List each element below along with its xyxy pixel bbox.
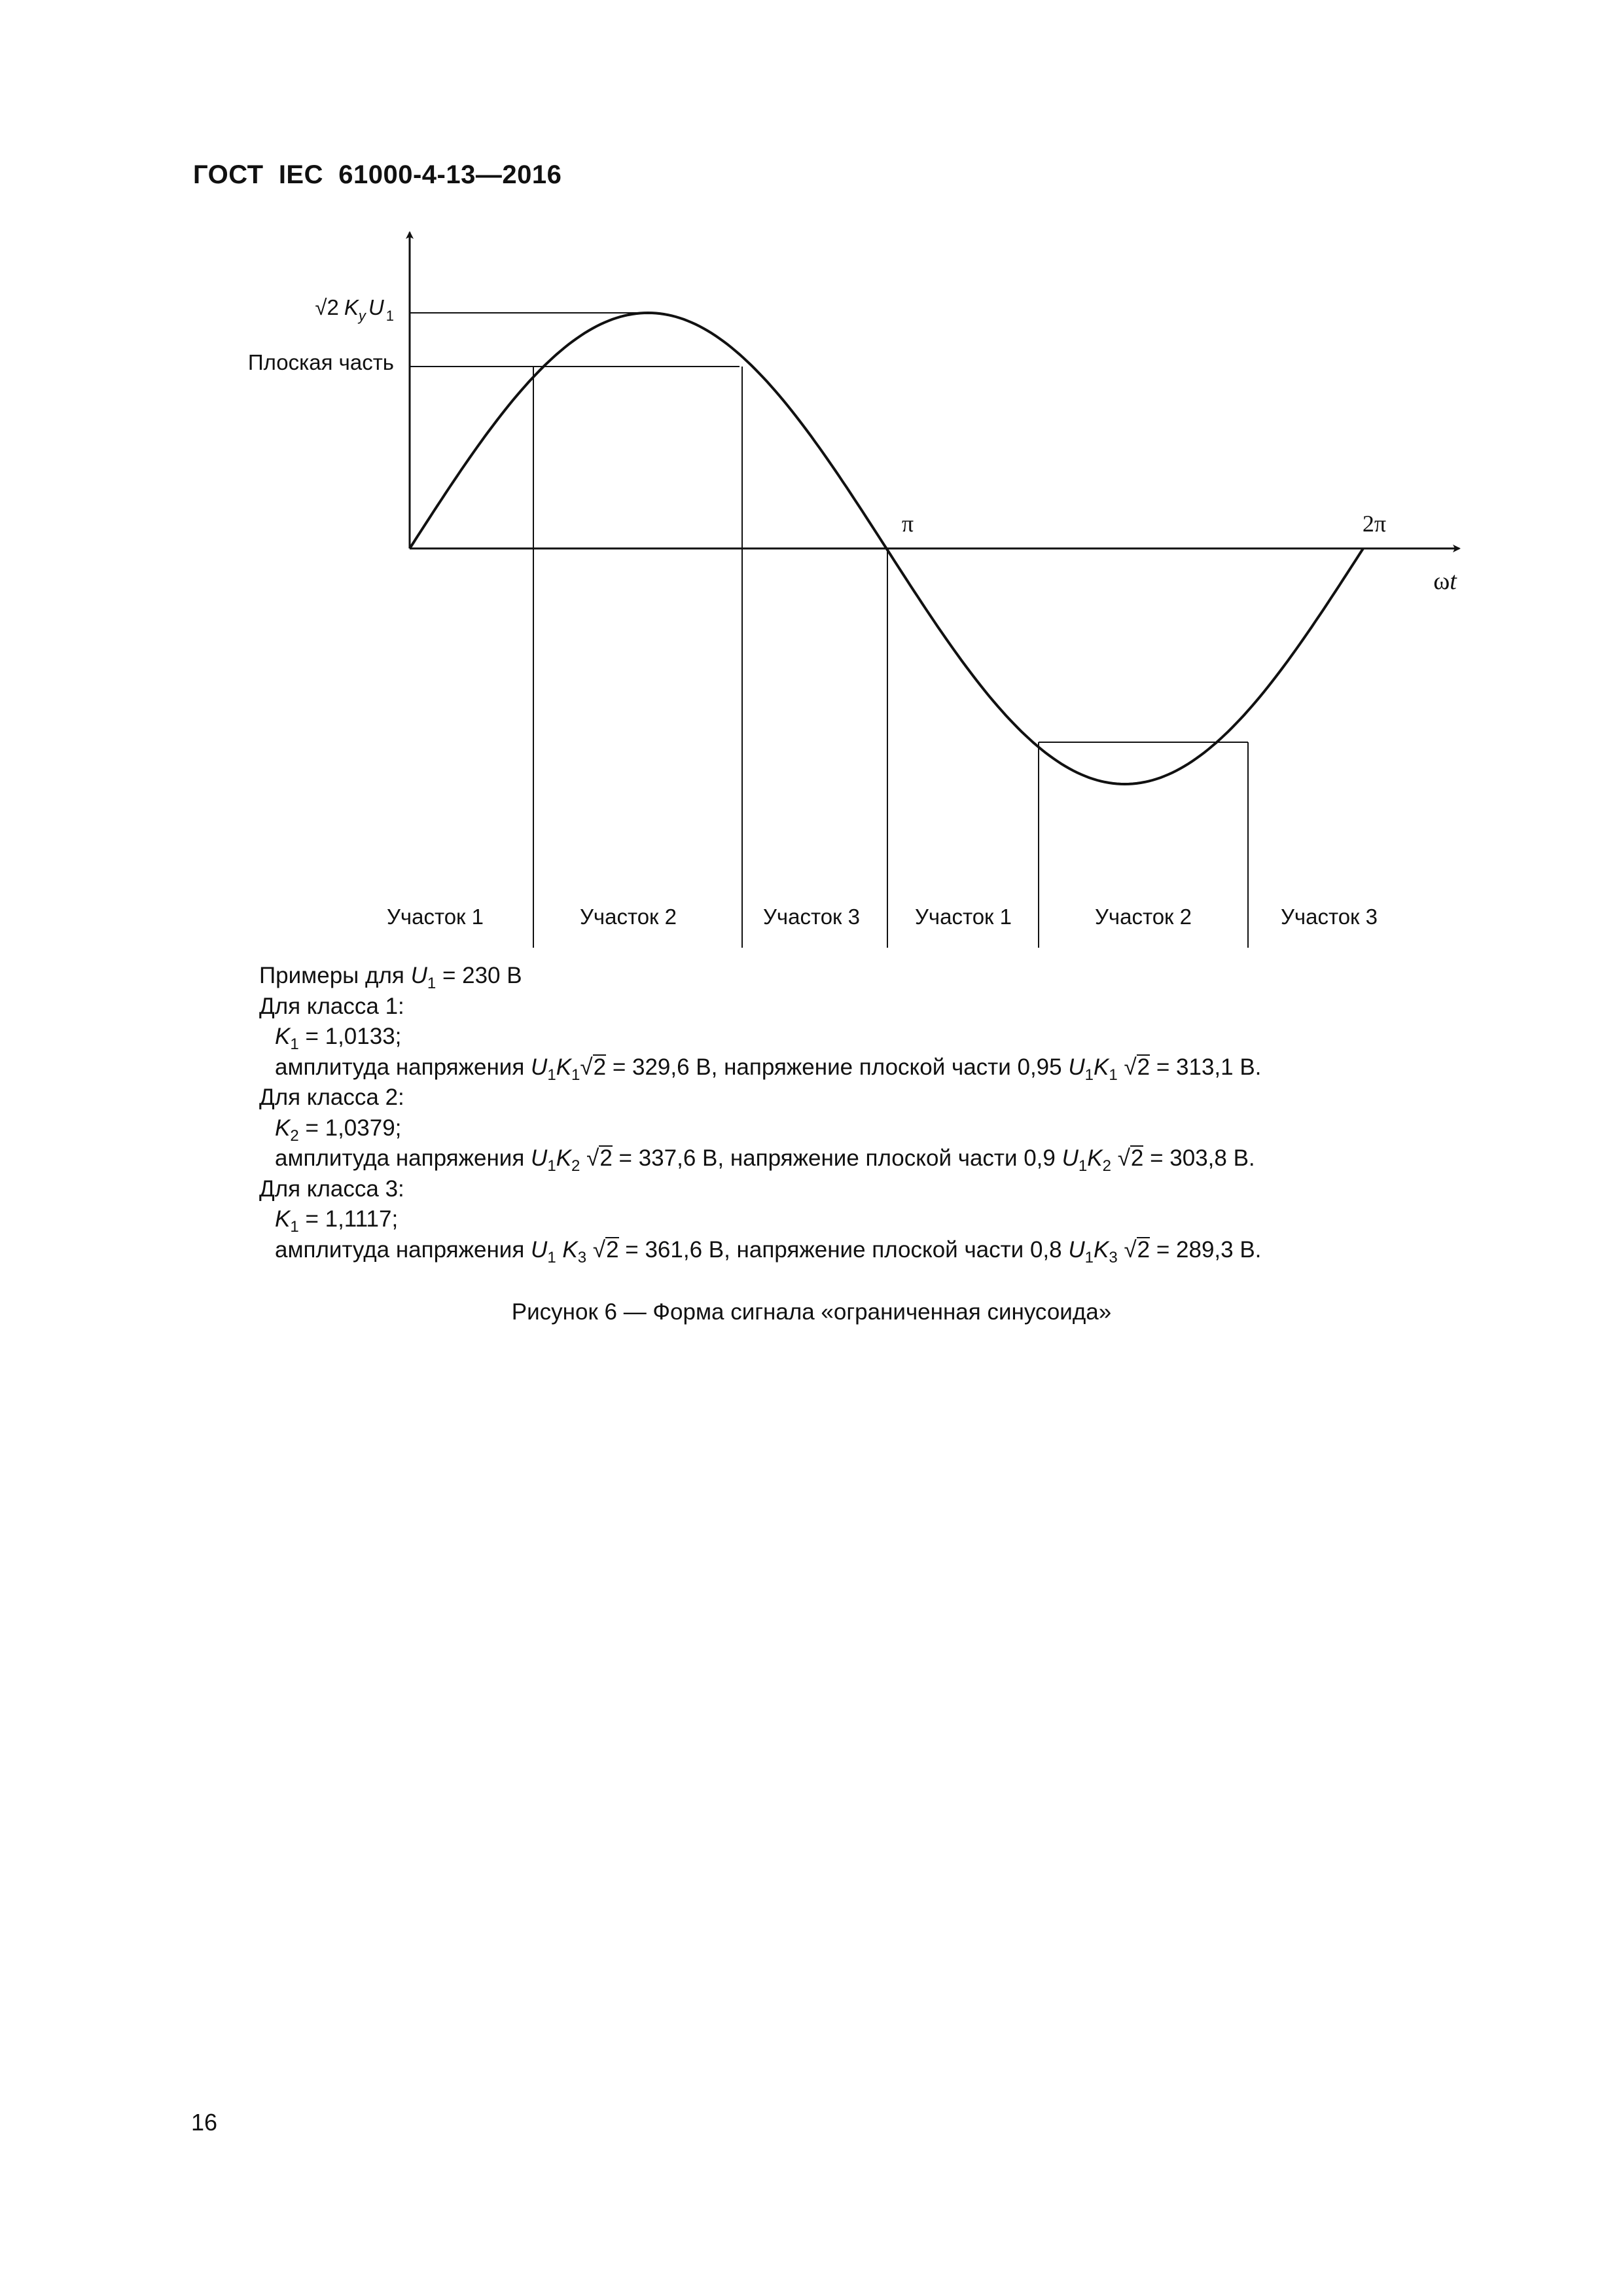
class1-amplitude: амплитуда напряжения $U_1K_1√2 = 329,6$ В, напряжение плоской части 0,95 $U_1K_1$ √2 = 313,1 В. (275, 1054, 1262, 1084)
class1-coefficient: $K_1 = 1,0133$; (275, 1024, 402, 1053)
class3-title: Для класса 3: (259, 1175, 404, 1202)
two-pi-label: 2π (1362, 511, 1387, 537)
flat-part-label: Плоская часть (247, 350, 394, 374)
x-axis-label: ωt (1433, 567, 1457, 595)
section-label: Участок 3 (1280, 905, 1378, 929)
examples-block (259, 961, 1261, 1265)
page-number: 16 (191, 2109, 218, 2136)
section-label: Участок 2 (1094, 905, 1192, 929)
examples-intro: Примеры для $U_1 = 230$ В (259, 963, 522, 992)
class2-title: Для класса 2: (259, 1085, 404, 1110)
class3-coefficient: $K_1 = 1,1117$; (275, 1206, 399, 1236)
class2-coefficient: $K_2 = 1,0379$; (275, 1115, 402, 1145)
amplitude-label: √2 $K_y$ U $_1$ (315, 295, 394, 324)
class3-amplitude: амплитуда напряжения $U_1$ $K_3$ √2 = 361,6 В, напряжение плоской части 0,8 $U_1K_3$ √2 = 289,3 В. (275, 1236, 1262, 1266)
section-label: Участок 2 (579, 905, 677, 929)
section-label: Участок 1 (914, 905, 1012, 929)
clipped-sine-figure (0, 0, 1623, 962)
document-header: ГОСТ IEC 61000-4-13—2016 (193, 160, 562, 189)
section-label: Участок 1 (386, 905, 484, 929)
section-label: Участок 3 (762, 905, 861, 929)
pi-label: π (901, 511, 914, 537)
class1-title: Для класса 1: (259, 993, 404, 1019)
figure-caption: Рисунок 6 — Форма сигнала «ограниченная синусоида» (511, 1299, 1112, 1325)
class2-amplitude: амплитуда напряжения $U_1K_2$ √2 = 337,6 В, напряжение плоской части 0,9 $U_1K_2$ √2 = 303,8 В. (275, 1145, 1255, 1175)
